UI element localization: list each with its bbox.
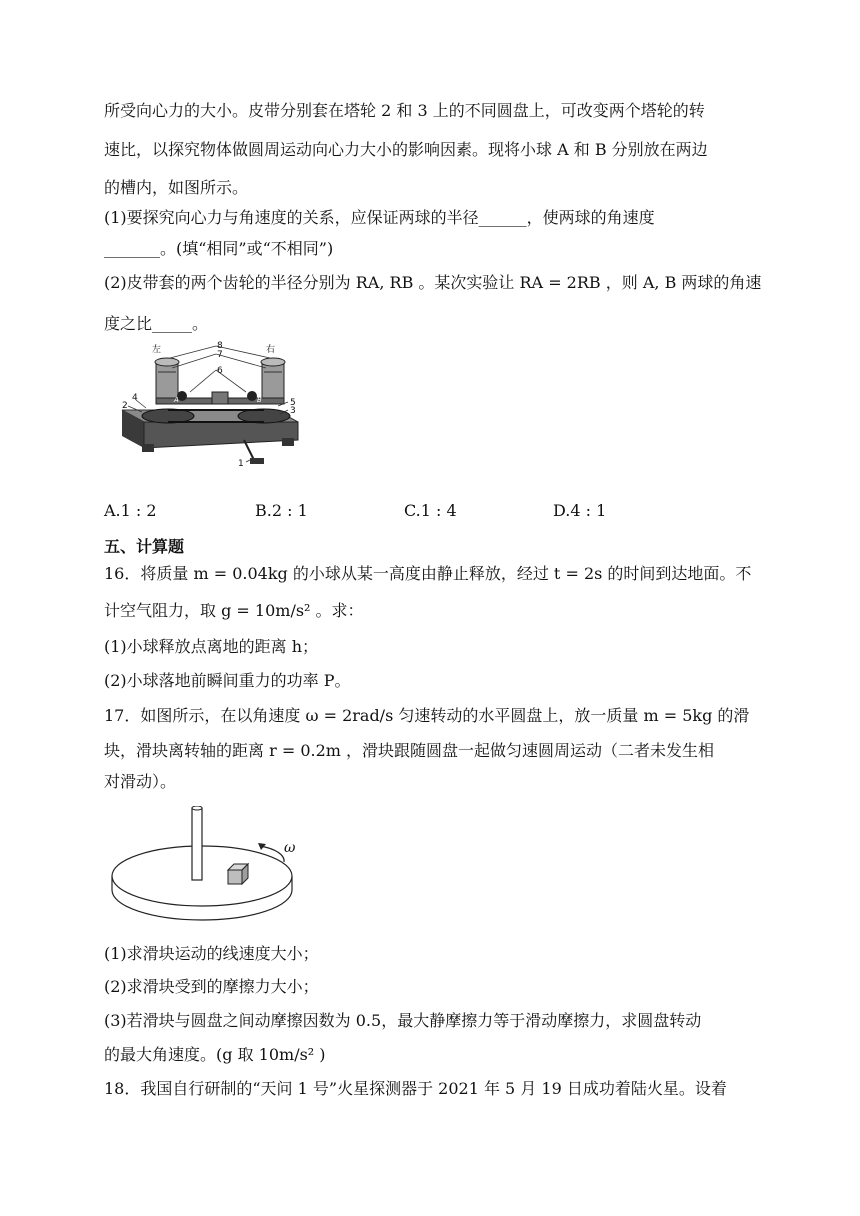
q15-line-1: 所受向心力的大小。皮带分别套在塔轮 2 和 3 上的不同圆盘上，可改变两个塔轮的转 — [104, 101, 705, 120]
q18-line-1: 18．我国自行研制的“天问 1 号”火星探测器于 2021 年 5 月 19 日成功着陆火星。设着 — [104, 1079, 727, 1098]
q15-part2-line-2: 度之比_____。 — [104, 314, 209, 333]
q16-part2: (2)小球落地前瞬间重力的功率 P。 — [104, 671, 351, 690]
label-3: 3 — [290, 406, 296, 416]
label-7: 7 — [217, 350, 223, 360]
label-1: 1 — [238, 459, 244, 469]
q16-part1: (1)小球释放点离地的距离 h； — [104, 637, 319, 656]
q17-line-2: 块，滑块离转轴的距离 r = 0.2m ，滑块跟随圆盘一起做匀速圆周运动（二者未发生相 — [104, 741, 715, 760]
q16-line-1: 16．将质量 m = 0.04kg 的小球从某一高度由静止释放，经过 t = 2s 的时间到达地面。不 — [104, 564, 752, 583]
label-5: 5 — [290, 398, 296, 408]
right-disc — [238, 409, 290, 423]
label-left: 左 — [152, 345, 162, 355]
q15-part2-line-1: (2)皮带套的两个齿轮的半径分别为 RA, RB 。某次实验让 RA = 2RB ，则 A, B 两球的角速 — [104, 273, 762, 292]
q17-line-3: 对滑动）。 — [104, 772, 177, 791]
left-disc — [142, 409, 194, 423]
label-8: 8 — [217, 341, 223, 351]
q17-part2: (2)求滑块受到的摩擦力大小； — [104, 977, 319, 996]
axis-rod — [192, 808, 202, 880]
q15-line-2: 速比，以探究物体做圆周运动向心力大小的影响因素。现将小球 A 和 B 分别放在两边 — [104, 140, 708, 159]
q17-part3-line-2: 的最大角速度。(g 取 10m/s² ) — [104, 1045, 326, 1064]
choice-b: B.2 : 1 — [255, 501, 308, 520]
label-2: 2 — [122, 401, 128, 411]
base-leg-left — [142, 444, 154, 452]
block-front — [228, 870, 242, 884]
choice-d: D.4 : 1 — [553, 501, 607, 520]
label-right: 右 — [266, 345, 276, 355]
omega-label: ω — [284, 840, 296, 856]
base-front — [144, 422, 298, 448]
q15-part1-line-1: (1)要探究向心力与角速度的关系，应保证两球的半径______，使两球的角速度 — [104, 208, 655, 227]
left-tower-cap — [155, 358, 179, 366]
label-ball-b: B — [257, 396, 262, 404]
left-tower — [156, 362, 178, 400]
label-4: 4 — [132, 393, 138, 403]
q17-part3-line-1: (3)若滑块与圆盘之间动摩擦因数为 0.5，最大静摩擦力等于滑动摩擦力，求圆盘转动 — [104, 1011, 702, 1030]
axis-rod-top — [192, 806, 202, 810]
choice-c: C.1 : 4 — [404, 501, 457, 520]
label-ball-a: A — [174, 396, 179, 404]
q15-line-3: 的槽内，如图所示。 — [104, 178, 249, 197]
right-tower-cap — [261, 358, 285, 366]
center-block — [212, 392, 228, 404]
ball-b — [247, 391, 257, 401]
rotating-disc-figure — [108, 806, 300, 926]
choice-a: A.1 : 2 — [104, 501, 157, 520]
base-leg-right — [282, 438, 294, 446]
q17-part1: (1)求滑块运动的线速度大小； — [104, 944, 319, 963]
section-heading: 五、计算题 — [104, 537, 185, 556]
q16-line-2: 计空气阻力，取 g = 10m/s² 。求： — [104, 601, 364, 620]
crank-handle — [250, 458, 264, 464]
q17-line-1: 17．如图所示，在以角速度 ω = 2rad/s 匀速转动的水平圆盘上，放一质量 m = 5kg 的滑 — [104, 706, 750, 725]
q15-part1-line-2: _______。(填“相同”或“不相同”) — [104, 239, 334, 258]
label-6: 6 — [217, 366, 223, 376]
centripetal-apparatus-figure — [116, 340, 306, 472]
